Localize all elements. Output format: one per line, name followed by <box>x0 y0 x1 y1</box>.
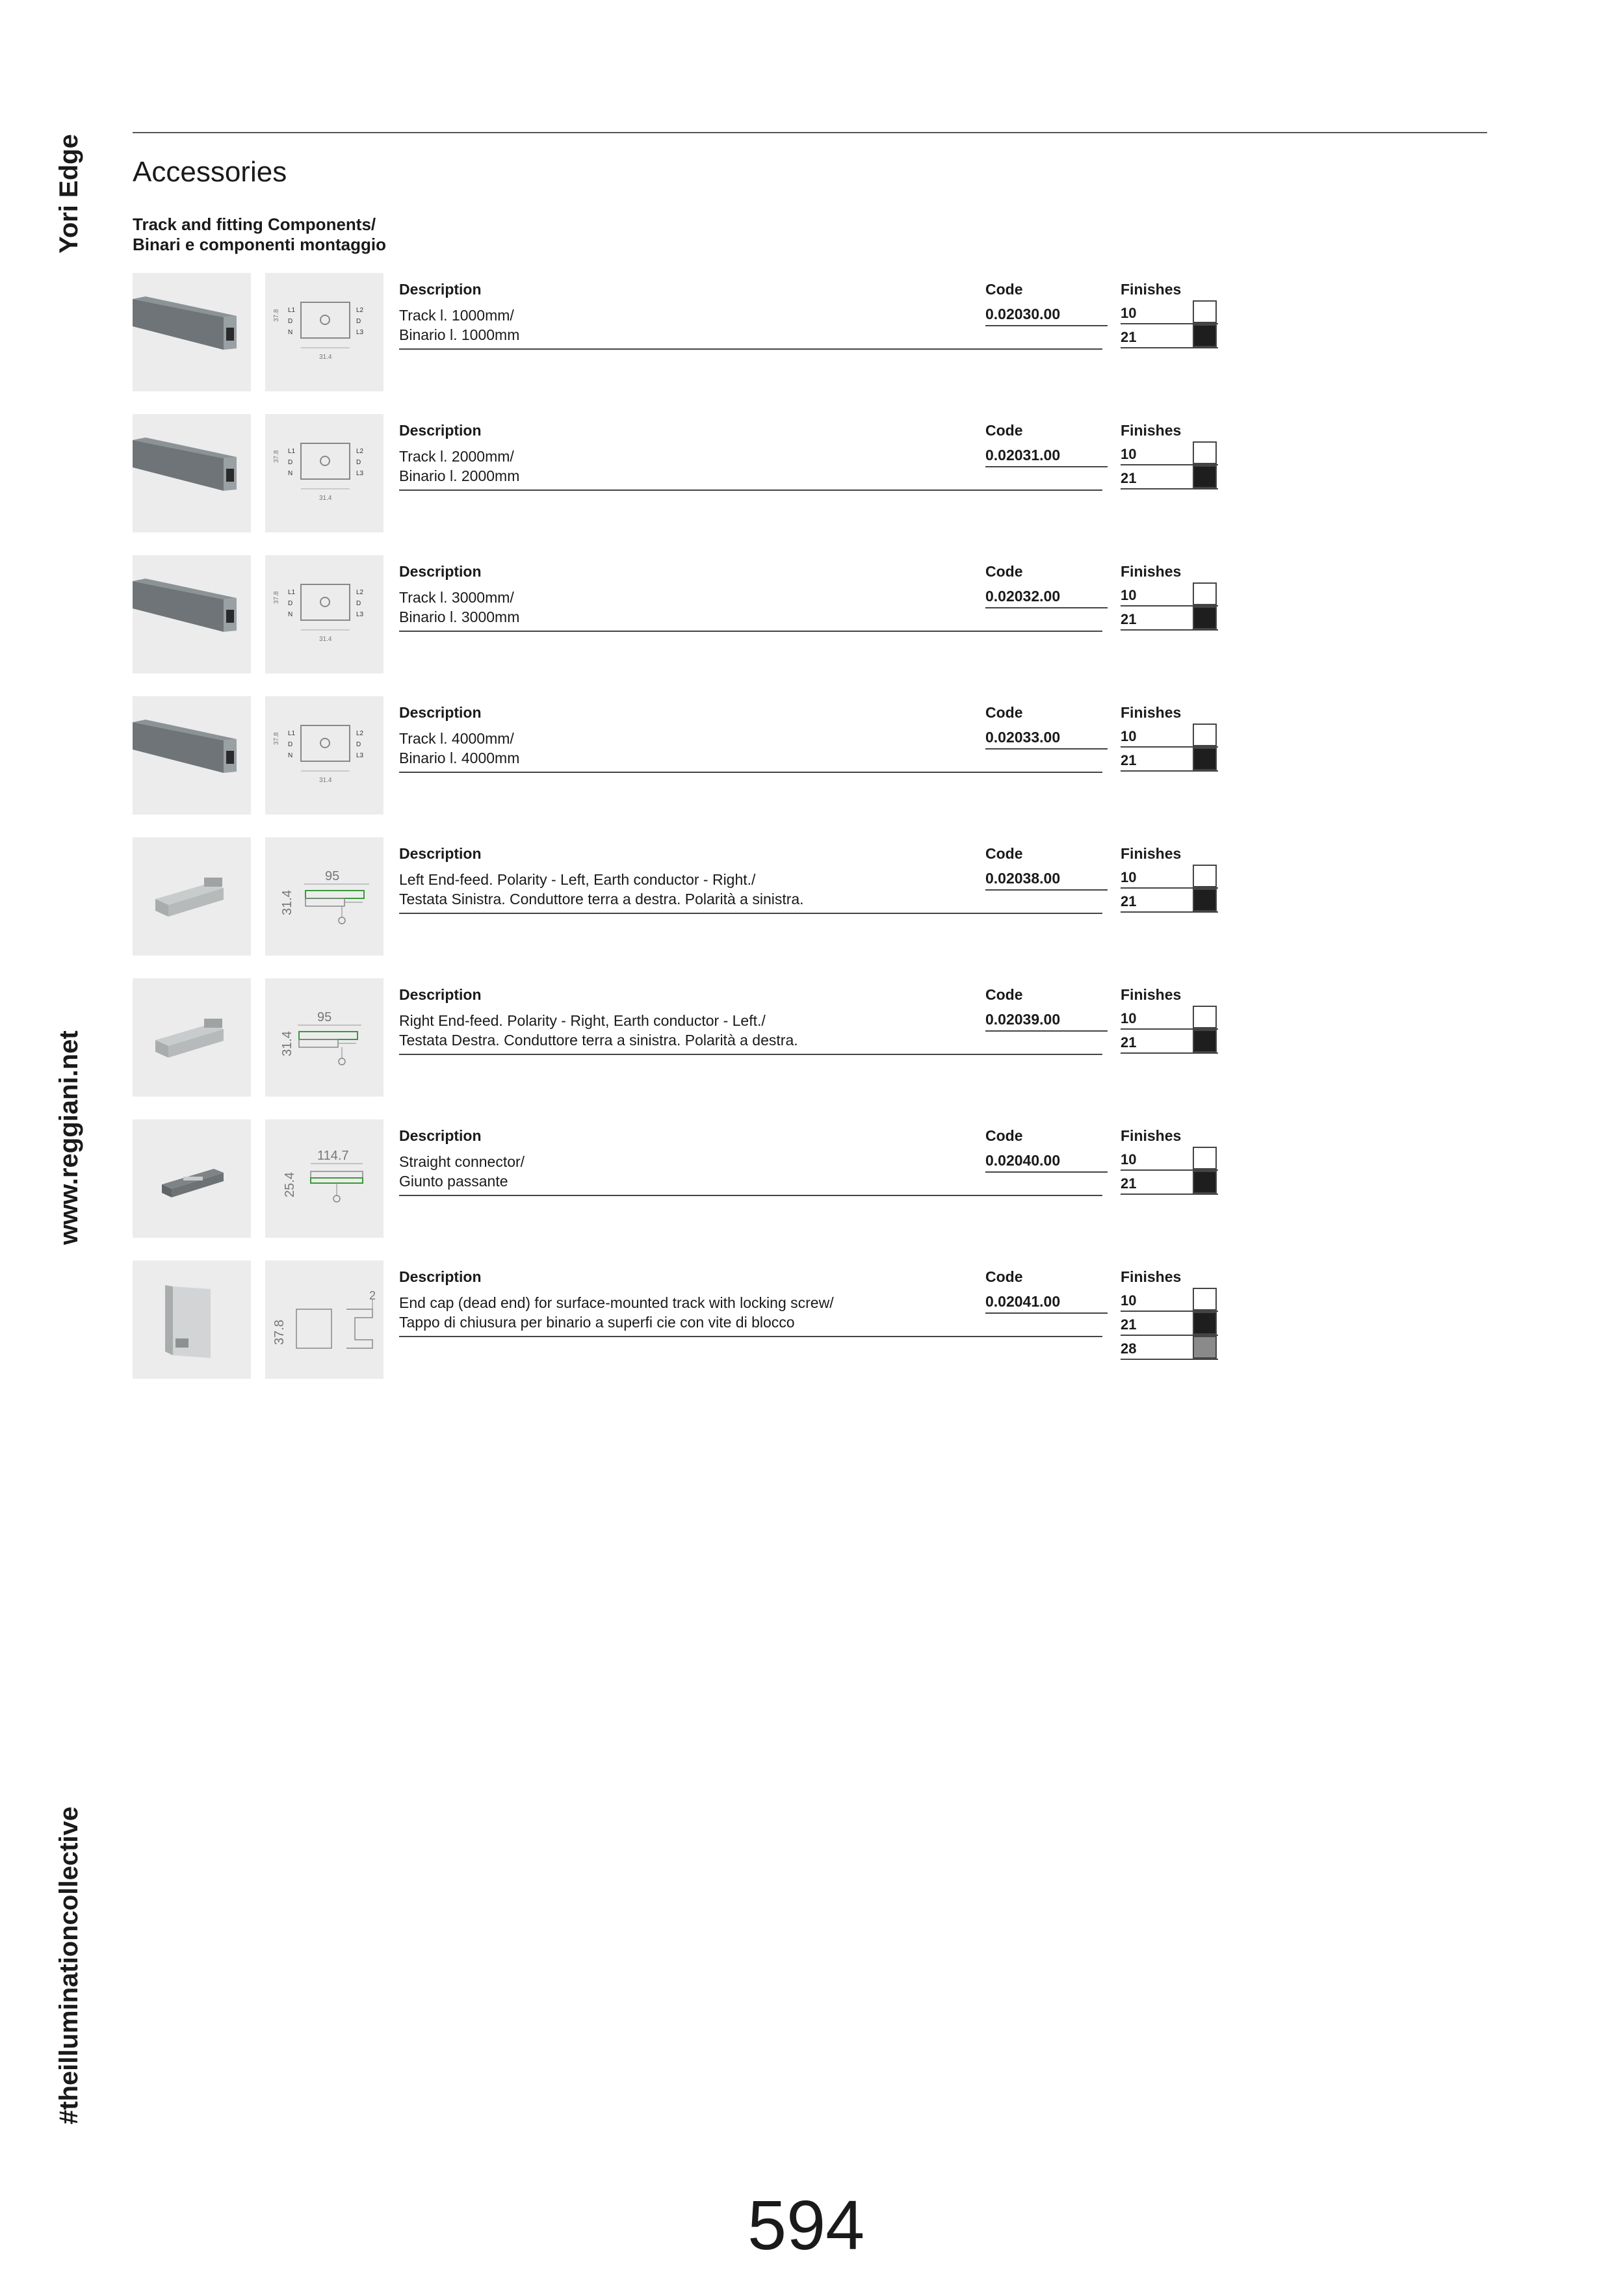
end-feed-photo-icon <box>133 837 251 956</box>
code-rule <box>985 1171 1108 1173</box>
finish-option <box>1121 724 1218 748</box>
code-heading: Code <box>985 704 1023 721</box>
description-line-it: Binario l. 2000mm <box>399 467 520 484</box>
description-line-en: Right End-feed. Polarity - Right, Earth conductor - Left./ <box>399 1012 766 1029</box>
drawing-right-label: D <box>356 741 361 748</box>
description-line-en: End cap (dead end) for surface-mounted track with locking screw/ <box>399 1294 834 1311</box>
finishes-heading: Finishes <box>1121 986 1182 1003</box>
finish-code: 10 <box>1121 869 1137 885</box>
finish-option <box>1121 1312 1218 1336</box>
finishes-heading: Finishes <box>1121 1268 1182 1285</box>
finish-swatch <box>1193 1006 1217 1028</box>
drawing-right-label: L2 <box>356 730 364 737</box>
finishes-list <box>1121 300 1218 348</box>
finishes-list <box>1121 724 1218 772</box>
finish-option <box>1121 1030 1218 1054</box>
description-heading: Description <box>399 563 482 580</box>
drawing-left-label: N <box>288 752 293 759</box>
finish-swatch <box>1193 582 1217 605</box>
code-rule <box>985 607 1108 608</box>
code-heading: Code <box>985 1268 1023 1285</box>
section-subtitle <box>133 215 386 255</box>
finish-swatch <box>1193 1336 1217 1359</box>
finishes-list <box>1121 865 1218 913</box>
top-rule <box>133 132 1487 133</box>
description-rule <box>399 348 1102 350</box>
product-drawing <box>265 696 383 815</box>
finish-option <box>1121 441 1218 465</box>
description-line-en: Track l. 3000mm/ <box>399 589 514 606</box>
finishes-heading: Finishes <box>1121 704 1182 721</box>
finishes-list <box>1121 441 1218 489</box>
finishes-heading: Finishes <box>1121 845 1182 862</box>
finishes-heading: Finishes <box>1121 563 1182 580</box>
finish-swatch <box>1193 1288 1217 1311</box>
hashtag-side-label: #theilluminationcollective <box>55 1806 83 2124</box>
drawing-left-label: L1 <box>288 307 296 314</box>
drawing-right-label: L3 <box>356 611 364 618</box>
description-heading: Description <box>399 704 482 721</box>
drawing-left-label: D <box>288 600 293 607</box>
description-line-it: Testata Sinistra. Conduttore terra a destra. Polarità a sinistra. <box>399 891 804 907</box>
finish-option <box>1121 607 1218 631</box>
product-photo <box>133 555 251 673</box>
track-profile-drawing <box>265 414 383 532</box>
product-drawing <box>265 555 383 673</box>
product-code: 0.02041.00 <box>985 1293 1061 1310</box>
finish-option <box>1121 300 1218 324</box>
finish-code: 21 <box>1121 893 1137 909</box>
description-heading: Description <box>399 281 482 298</box>
drawing-left-label: D <box>288 459 293 466</box>
product-photo <box>133 1260 251 1379</box>
drawing-top-label: 2 <box>369 1289 376 1302</box>
description-text <box>399 729 1049 768</box>
drawing-left-label: N <box>288 611 293 618</box>
description-line-en: Track l. 4000mm/ <box>399 730 514 747</box>
brand-side-label: Yori Edge <box>55 134 83 254</box>
description-line-en: Track l. 1000mm/ <box>399 307 514 324</box>
finish-option <box>1121 465 1218 489</box>
code-heading: Code <box>985 986 1023 1003</box>
description-line-it: Tappo di chiusura per binario a superfi cie con vite di blocco <box>399 1314 795 1331</box>
description-rule <box>399 913 1102 914</box>
product-code: 0.02031.00 <box>985 447 1061 463</box>
finish-code: 10 <box>1121 305 1137 321</box>
code-rule <box>985 1312 1108 1314</box>
finishes-heading: Finishes <box>1121 422 1182 439</box>
product-row <box>133 696 1487 815</box>
code-heading: Code <box>985 422 1023 439</box>
product-code: 0.02033.00 <box>985 729 1061 746</box>
drawing-right-label: L3 <box>356 752 364 759</box>
drawing-width-label: 31.4 <box>319 636 332 643</box>
description-rule <box>399 1336 1102 1337</box>
code-rule <box>985 1030 1108 1032</box>
product-photo <box>133 1119 251 1238</box>
description-line-en: Track l. 2000mm/ <box>399 448 514 465</box>
drawing-left-label: N <box>288 329 293 336</box>
product-photo <box>133 414 251 532</box>
drawing-width-label: 31.4 <box>319 495 332 502</box>
finish-option <box>1121 582 1218 607</box>
finish-code: 21 <box>1121 752 1137 768</box>
drawing-right-label: L2 <box>356 307 364 314</box>
drawing-right-label: L3 <box>356 470 364 477</box>
finish-swatch <box>1193 441 1217 464</box>
subtitle-line-2: Binari e componenti montaggio <box>133 235 387 254</box>
finish-code: 21 <box>1121 1034 1137 1050</box>
description-text <box>399 447 1049 486</box>
drawing-top-label: 114.7 <box>317 1149 349 1163</box>
description-heading: Description <box>399 1127 482 1144</box>
finishes-list <box>1121 1288 1218 1360</box>
finish-code: 10 <box>1121 1151 1137 1168</box>
product-photo <box>133 273 251 391</box>
page-number: 594 <box>747 2185 865 2264</box>
description-text <box>399 1011 1049 1050</box>
finish-swatch <box>1193 607 1217 629</box>
drawing-top-label: 95 <box>325 869 340 883</box>
end-feed-photo-icon <box>133 978 251 1097</box>
code-heading: Code <box>985 845 1023 862</box>
code-rule <box>985 325 1108 326</box>
track-photo-icon <box>133 696 251 815</box>
drawing-right-label: L2 <box>356 448 364 455</box>
finish-option <box>1121 1006 1218 1030</box>
product-drawing <box>265 1260 383 1379</box>
drawing-height-label: 37.8 <box>273 450 280 463</box>
product-drawing <box>265 273 383 391</box>
code-heading: Code <box>985 563 1023 580</box>
drawing-width-label: 31.4 <box>319 354 332 361</box>
drawing-right-label: L2 <box>356 589 364 596</box>
drawing-height-label: 37.8 <box>273 309 280 322</box>
description-line-it: Binario l. 3000mm <box>399 608 520 625</box>
product-drawing <box>265 1119 383 1238</box>
track-profile-drawing <box>265 555 383 673</box>
finish-code: 21 <box>1121 470 1137 486</box>
finish-swatch <box>1193 889 1217 911</box>
finishes-list <box>1121 582 1218 631</box>
product-photo <box>133 978 251 1097</box>
finish-swatch <box>1193 1171 1217 1194</box>
finish-code: 10 <box>1121 1010 1137 1026</box>
finish-swatch <box>1193 748 1217 770</box>
finish-code: 21 <box>1121 329 1137 345</box>
description-line-it: Binario l. 1000mm <box>399 326 520 343</box>
drawing-left-label: D <box>288 318 293 325</box>
finish-code: 10 <box>1121 728 1137 744</box>
product-code: 0.02040.00 <box>985 1152 1061 1169</box>
drawing-top-label: 95 <box>317 1010 332 1024</box>
finish-option <box>1121 324 1218 348</box>
finish-code: 10 <box>1121 587 1137 603</box>
drawing-side-label: 25.4 <box>283 1172 297 1197</box>
finish-swatch <box>1193 865 1217 887</box>
finish-swatch <box>1193 300 1217 323</box>
code-rule <box>985 889 1108 891</box>
finish-code: 10 <box>1121 446 1137 462</box>
finish-option <box>1121 1171 1218 1195</box>
finish-code: 28 <box>1121 1340 1137 1357</box>
product-row <box>133 414 1487 532</box>
description-text <box>399 1152 1049 1191</box>
product-row <box>133 837 1487 956</box>
drawing-right-label: D <box>356 459 361 466</box>
finishes-heading: Finishes <box>1121 281 1182 298</box>
finish-option <box>1121 748 1218 772</box>
finish-option <box>1121 1336 1218 1360</box>
finish-swatch <box>1193 465 1217 488</box>
finishes-list <box>1121 1147 1218 1195</box>
product-row <box>133 978 1487 1097</box>
finish-code: 10 <box>1121 1292 1137 1309</box>
drawing-side-label: 37.8 <box>272 1320 287 1345</box>
drawing-width-label: 31.4 <box>319 777 332 784</box>
website-side-label[interactable]: www.reggiani.net <box>55 1030 83 1245</box>
product-drawing <box>265 837 383 956</box>
drawing-left-label: L1 <box>288 589 296 596</box>
description-heading: Description <box>399 1268 482 1285</box>
finish-swatch <box>1193 1147 1217 1169</box>
finish-option <box>1121 1147 1218 1171</box>
finish-code: 21 <box>1121 611 1137 627</box>
product-row <box>133 1260 1487 1379</box>
product-code: 0.02039.00 <box>985 1011 1061 1028</box>
description-rule <box>399 1195 1102 1196</box>
description-line-it: Testata Destra. Conduttore terra a sinistra. Polarità a destra. <box>399 1032 798 1049</box>
finishes-heading: Finishes <box>1121 1127 1182 1144</box>
description-text <box>399 588 1049 627</box>
finish-option <box>1121 1288 1218 1312</box>
product-code: 0.02038.00 <box>985 870 1061 887</box>
description-rule <box>399 772 1102 773</box>
drawing-height-label: 37.8 <box>273 732 280 745</box>
product-photo <box>133 837 251 956</box>
page-title: Accessories <box>133 156 287 188</box>
description-line-it: Binario l. 4000mm <box>399 750 520 766</box>
finish-option <box>1121 865 1218 889</box>
product-code: 0.02030.00 <box>985 306 1061 322</box>
description-line-it: Giunto passante <box>399 1173 508 1190</box>
code-rule <box>985 748 1108 750</box>
finishes-list <box>1121 1006 1218 1054</box>
end-cap-photo-icon <box>133 1260 251 1379</box>
description-text <box>399 306 1049 345</box>
product-row <box>133 273 1487 391</box>
drawing-side-label: 31.4 <box>280 890 294 915</box>
finish-option <box>1121 889 1218 913</box>
description-heading: Description <box>399 986 482 1003</box>
drawing-left-label: L1 <box>288 730 296 737</box>
finish-code: 21 <box>1121 1175 1137 1192</box>
drawing-right-label: D <box>356 600 361 607</box>
code-heading: Code <box>985 281 1023 298</box>
description-rule <box>399 631 1102 632</box>
end-feed-drawing <box>265 978 383 1097</box>
track-profile-drawing <box>265 273 383 391</box>
product-photo <box>133 696 251 815</box>
end-feed-drawing <box>265 837 383 956</box>
drawing-right-label: L3 <box>356 329 364 336</box>
track-photo-icon <box>133 555 251 673</box>
description-text <box>399 870 1049 909</box>
track-photo-icon <box>133 414 251 532</box>
product-row <box>133 555 1487 673</box>
connector-drawing <box>265 1119 383 1238</box>
subtitle-line-1: Track and fitting Components/ <box>133 215 376 234</box>
description-text <box>399 1293 1049 1332</box>
track-profile-drawing <box>265 696 383 815</box>
code-heading: Code <box>985 1127 1023 1144</box>
finish-swatch <box>1193 324 1217 347</box>
description-line-en: Left End-feed. Polarity - Left, Earth conductor - Right./ <box>399 871 756 888</box>
product-drawing <box>265 978 383 1097</box>
track-photo-icon <box>133 273 251 391</box>
description-rule <box>399 1054 1102 1055</box>
drawing-height-label: 37.8 <box>273 591 280 604</box>
description-line-en: Straight connector/ <box>399 1153 525 1170</box>
drawing-side-label: 31.4 <box>280 1031 294 1056</box>
product-row <box>133 1119 1487 1238</box>
description-heading: Description <box>399 422 482 439</box>
drawing-left-label: L1 <box>288 448 296 455</box>
end-cap-drawing <box>265 1260 383 1379</box>
description-heading: Description <box>399 845 482 862</box>
finish-swatch <box>1193 724 1217 746</box>
connector-photo-icon <box>133 1119 251 1238</box>
description-rule <box>399 489 1102 491</box>
code-rule <box>985 466 1108 467</box>
product-code: 0.02032.00 <box>985 588 1061 605</box>
drawing-left-label: N <box>288 470 293 477</box>
product-drawing <box>265 414 383 532</box>
finish-code: 21 <box>1121 1316 1137 1333</box>
finish-swatch <box>1193 1312 1217 1335</box>
drawing-right-label: D <box>356 318 361 325</box>
finish-swatch <box>1193 1030 1217 1052</box>
drawing-left-label: D <box>288 741 293 748</box>
